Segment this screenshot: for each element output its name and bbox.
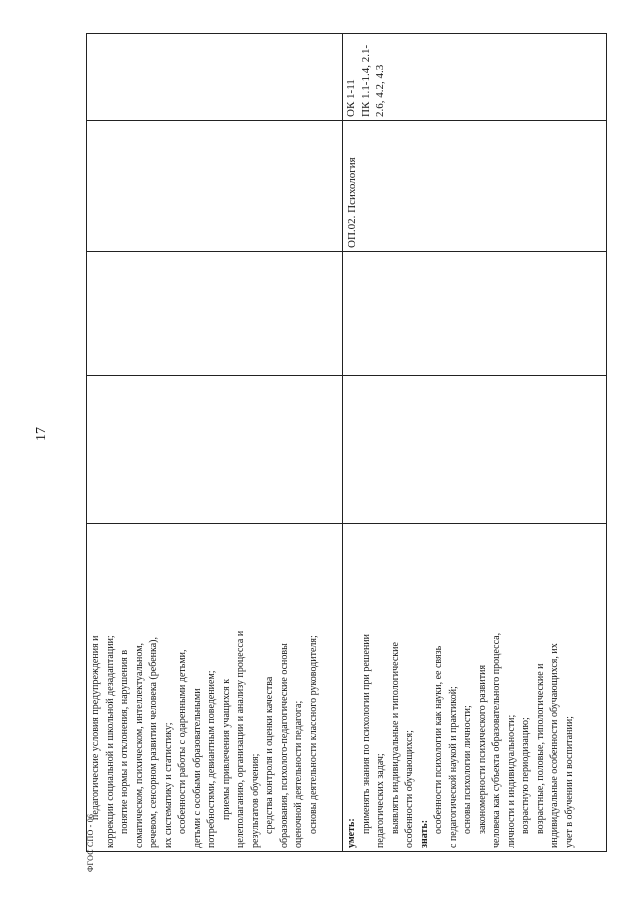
requirement-line: возрастную периодизацию;: [520, 717, 531, 834]
requirement-line: с педагогической наукой и практикой;: [447, 686, 459, 848]
requirement-line: приемы привлечения учащихся к: [220, 678, 232, 820]
requirement-line: закономерности психического развития: [476, 664, 488, 834]
requirement-line: выявлять индивидуальные и типологические: [389, 642, 401, 834]
requirement-line: уметь:: [346, 818, 357, 848]
row2-hours-cell-2: [343, 252, 607, 376]
row2-competencies-cell: [343, 34, 607, 121]
requirement-line: особенности работы с одаренными детьми,: [177, 649, 188, 834]
competency-line: ПК 1.1-1.4, 2.1-: [359, 44, 372, 117]
requirement-line: коррекции социальной и школьной дезадаптации;: [104, 635, 116, 848]
requirement-line: основы психологии личности;: [462, 705, 473, 834]
requirement-line: средства контроля и оценки качества: [264, 676, 275, 834]
requirement-line: основы деятельности классного руководителя;: [307, 635, 319, 834]
row1-discipline-cell: [87, 121, 343, 252]
requirement-line: личности и индивидуальности;: [505, 714, 517, 848]
table-row-2: [343, 34, 607, 852]
requirement-line: детьми с особыми образовательными: [191, 688, 203, 848]
requirement-line: особенности психологии как науки, ее связь: [433, 645, 444, 834]
rotated-table-container: [86, 34, 606, 852]
requirement-line: целеполаганию, организации и анализу процесса и: [235, 630, 246, 848]
competency-table-frame: [86, 34, 606, 852]
requirement-line: педагогических задач;: [375, 753, 386, 848]
competency-codes: [343, 34, 389, 120]
requirement-line: соматическом, психическом, интеллектуальном,: [133, 642, 145, 848]
competency-line: 2.6, 4.2, 4.3: [374, 64, 386, 117]
row1-hours-cell-2: [87, 252, 343, 376]
row1-requirements-cell: [87, 524, 343, 852]
requirement-line: применять знания по психологии при решении: [360, 633, 372, 834]
row2-hours-cell: [343, 376, 607, 524]
requirement-line: образования, психолого-педагогические основы: [278, 643, 290, 848]
row2-requirements-text: [343, 524, 577, 851]
table-row-1: [87, 34, 343, 852]
page-number: 17: [34, 427, 49, 441]
requirement-line: понятие нормы и отклонения, нарушения в: [119, 649, 130, 834]
row2-requirements-cell: [343, 524, 607, 852]
row1-competencies-cell: [87, 34, 343, 121]
row1-hours-cell: [87, 376, 343, 524]
competency-line: ОК 1-11: [345, 79, 357, 117]
requirement-line: оценочной деятельности педагога;: [293, 700, 304, 848]
requirement-line: знать:: [418, 819, 430, 848]
requirement-line: их систематику и статистику;: [162, 722, 174, 848]
requirement-line: речевом, сенсорном развитии человека (ребенка),: [148, 637, 159, 848]
competency-table: [86, 33, 607, 852]
requirement-line: особенности обучающихся;: [404, 730, 415, 848]
requirement-line: индивидуальные особенности обучающихся, их: [549, 643, 560, 848]
discipline-name: ОП.02. Психология: [346, 157, 358, 248]
requirement-line: учет в обучении и воспитании;: [563, 716, 575, 848]
requirement-line: педагогические условия предупреждения и: [90, 635, 101, 820]
footer-code: ФГОС СПО - 06: [86, 813, 95, 872]
requirement-line: человека как субъекта образовательного процесса,: [491, 632, 502, 848]
requirement-line: результатов обучения;: [249, 753, 261, 848]
row2-discipline-cell: [343, 121, 607, 252]
requirement-line: потребностями, девиантным поведением;: [206, 670, 217, 848]
row1-requirements-text: [87, 524, 321, 851]
requirement-line: возрастные, половые, типологические и: [534, 663, 546, 834]
